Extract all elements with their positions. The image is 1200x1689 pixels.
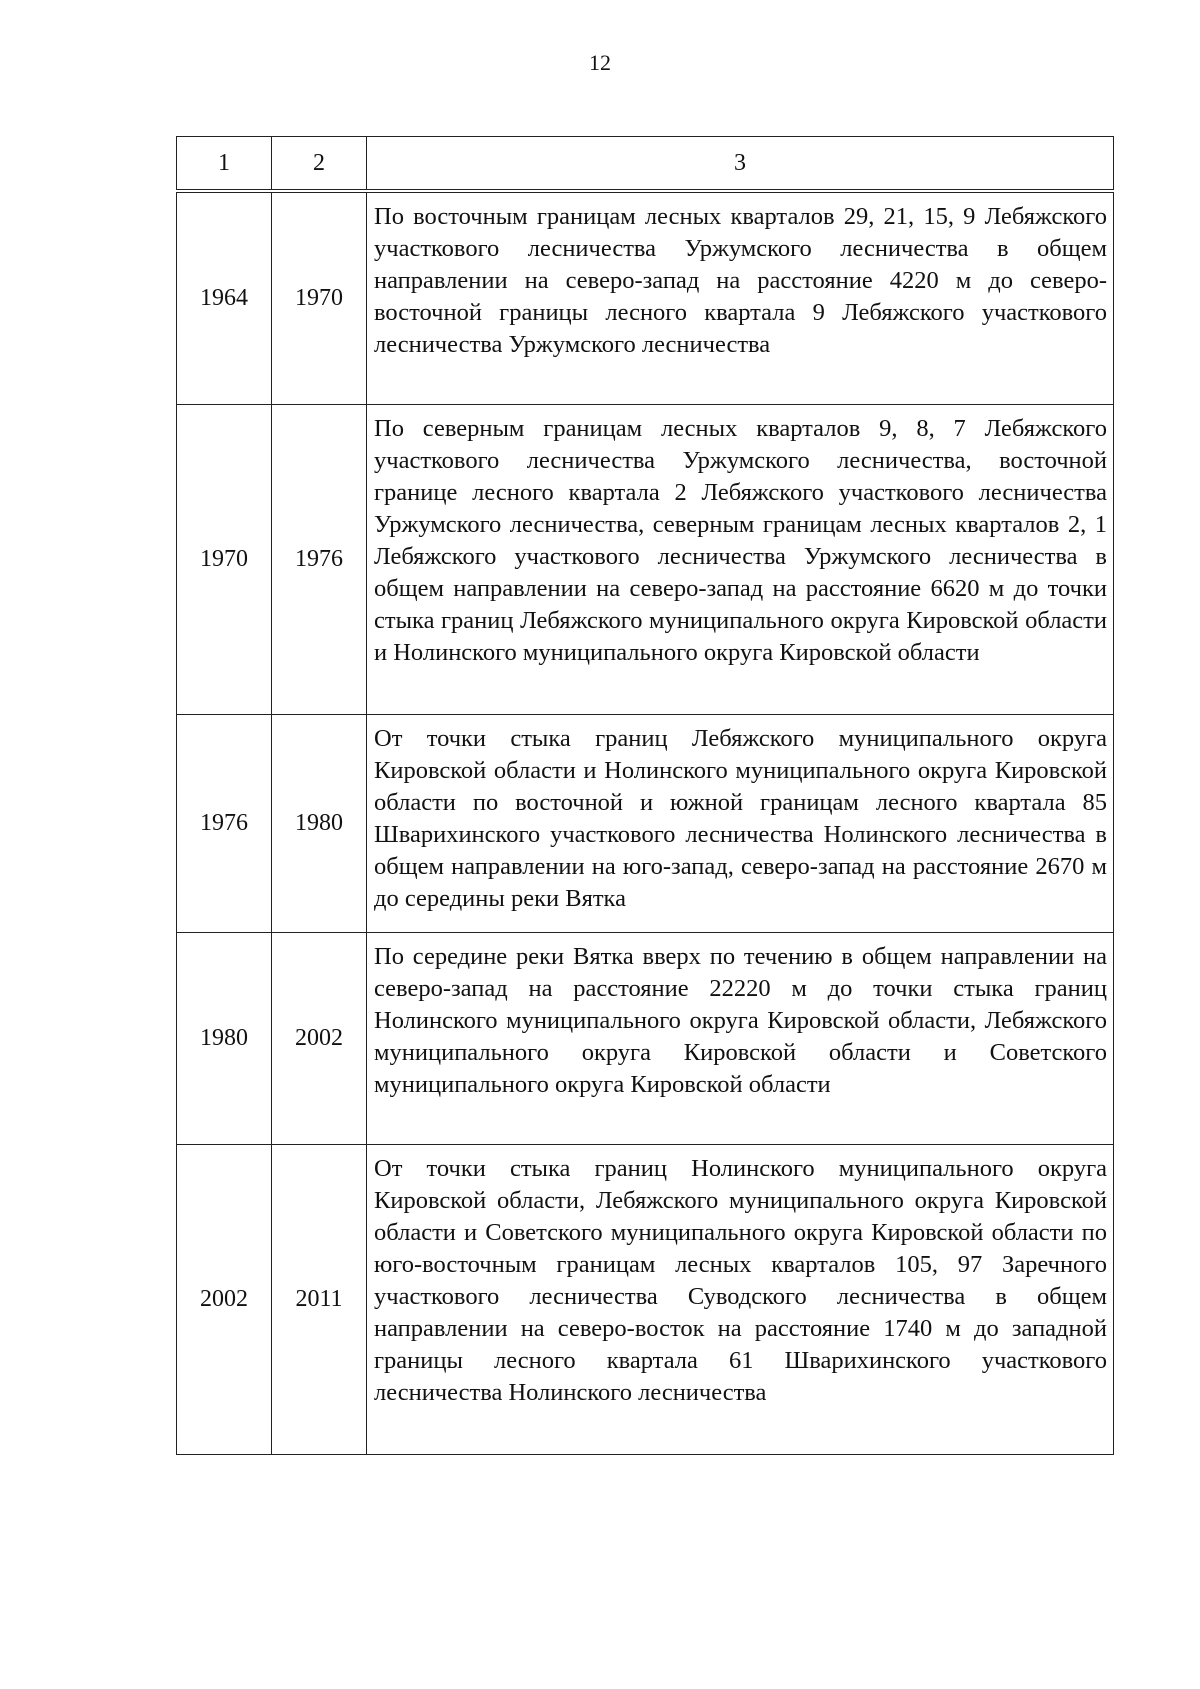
point-to-cell: 1970 xyxy=(272,191,367,404)
point-from-cell: 2002 xyxy=(177,1144,272,1454)
point-from-cell: 1970 xyxy=(177,404,272,714)
boundary-description-cell: По северным границам лесных кварталов 9, 8, 7 Лебяжского участкового лесничества Уржумского лесничества, восточной границе лесного квартала 2 Лебяжского участкового лесничества Уржумского лесничества, северным границам лесных кварталов 2, 1 Лебяжского участкового лесничества Уржумского лесничества в общем направлении на северо-запад на расстояние 6620 м до точки стыка границ Лебяжского муниципального округа Кировской области и Нолинского муниципального округа Кировской области xyxy=(367,404,1114,714)
point-to-cell: 1976 xyxy=(272,404,367,714)
table-row xyxy=(177,932,1114,1144)
point-to-cell: 1980 xyxy=(272,714,367,932)
point-from-cell: 1980 xyxy=(177,932,272,1144)
column-header-to: 2 xyxy=(272,137,367,192)
table-row xyxy=(177,1144,1114,1454)
point-to-cell: 2002 xyxy=(272,932,367,1144)
column-header-description: 3 xyxy=(367,137,1114,192)
table-row xyxy=(177,191,1114,404)
boundary-description-cell: От точки стыка границ Лебяжского муниципального округа Кировской области и Нолинского муниципального округа Кировской области по восточной и южной границам лесного квартала 85 Шварихинского участкового лесничества Нолинского лесничества в общем направлении на юго-запад, северо-запад на расстояние 2670 м до середины реки Вятка xyxy=(367,714,1114,932)
column-header-from: 1 xyxy=(177,137,272,192)
boundary-description-cell: От точки стыка границ Нолинского муниципального округа Кировской области, Лебяжского муниципального округа Кировской области и Советского муниципального округа Кировской области по юго-восточным границам лесных кварталов 105, 97 Заречного участкового лесничества Суводского лесничества в общем направлении на северо-восток на расстояние 1740 м до западной границы лесного квартала 61 Шварихинского участкового лесничества Нолинского лесничества xyxy=(367,1144,1114,1454)
table-row xyxy=(177,714,1114,932)
boundary-description-cell: По середине реки Вятка вверх по течению в общем направлении на северо-запад на расстояние 22220 м до точки стыка границ Нолинского муниципального округа Кировской области, Лебяжского муниципального округа Кировской области и Советского муниципального округа Кировской области xyxy=(367,932,1114,1144)
point-to-cell: 2011 xyxy=(272,1144,367,1454)
boundary-table xyxy=(176,136,1114,1455)
table-header-row xyxy=(177,137,1114,192)
table-row xyxy=(177,404,1114,714)
boundary-description-cell: По восточным границам лесных кварталов 29, 21, 15, 9 Лебяжского участкового лесничества Уржумского лесничества в общем направлении на северо-запад на расстояние 4220 м до северо-восточной границы лесного квартала 9 Лебяжского участкового лесничества Уржумского лесничества xyxy=(367,191,1114,404)
point-from-cell: 1976 xyxy=(177,714,272,932)
page-number: 12 xyxy=(589,50,611,75)
point-from-cell: 1964 xyxy=(177,191,272,404)
